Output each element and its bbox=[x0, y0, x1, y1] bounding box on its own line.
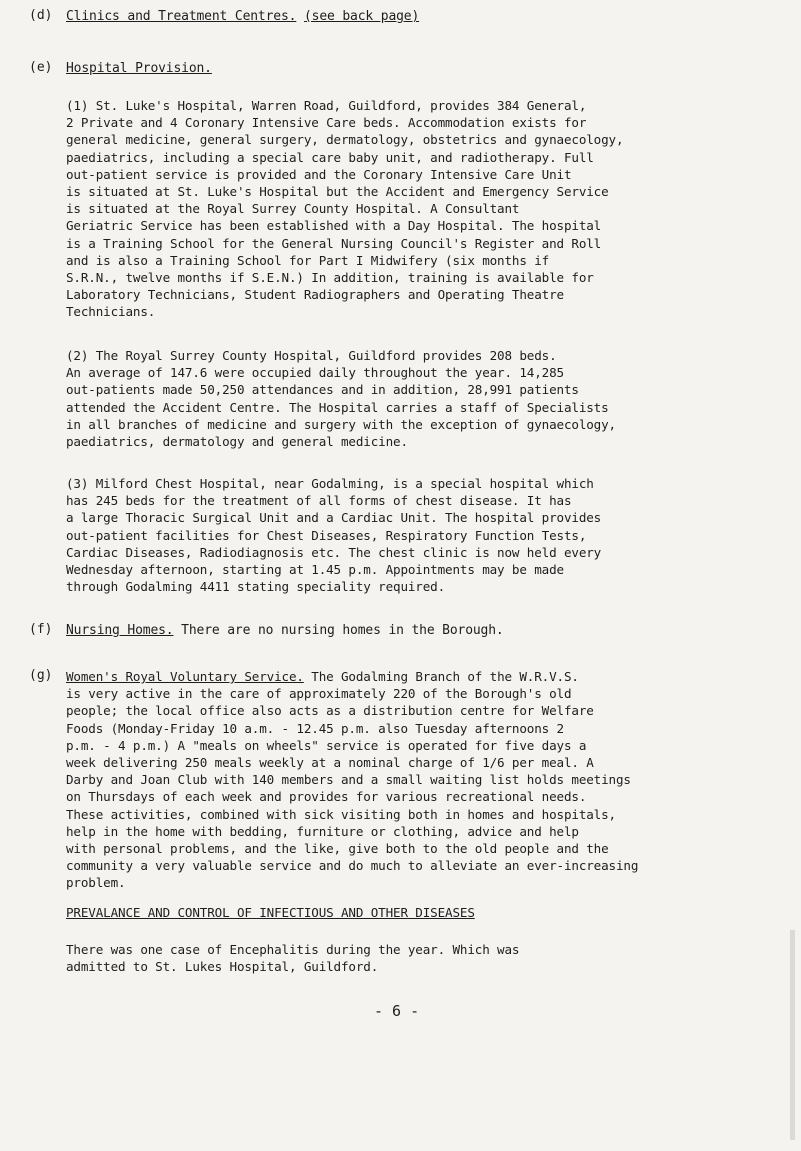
text-line: a large Thoracic Surgical Unit and a Cardiac Unit. The hospital provides bbox=[66, 510, 602, 526]
section-g-first-line bbox=[66, 668, 638, 685]
section-d-heading: Clinics and Treatment Centres. bbox=[66, 9, 297, 24]
text-line: general medicine, general surgery, dermatology, obstetrics and gynaecology, bbox=[66, 132, 624, 148]
text-line: is situated at the Royal Surrey County Hospital. A Consultant bbox=[66, 201, 520, 217]
section-f-text: There are no nursing homes in the Borough. bbox=[181, 623, 504, 638]
section-f-line bbox=[66, 622, 504, 639]
text-line: with personal problems, and the like, give both to the old people and the bbox=[66, 841, 609, 857]
text-line: is a Training School for the General Nursing Council's Register and Roll bbox=[66, 235, 602, 251]
text-line: There was one case of Encephalitis during the year. Which was bbox=[66, 942, 520, 957]
text-line: These activities, combined with sick visiting both in homes and hospitals, bbox=[66, 806, 616, 822]
section-d-note: (see back page) bbox=[304, 9, 420, 24]
text-line: through Godalming 4411 stating speciality required. bbox=[66, 579, 446, 595]
text-line: (1) St. Luke's Hospital, Warren Road, Guildford, provides 384 General, bbox=[66, 98, 587, 113]
text-line: Technicians. bbox=[66, 304, 156, 320]
text-line: out-patient service is provided and the Coronary Intensive Care Unit bbox=[66, 166, 572, 182]
section-e-heading bbox=[66, 60, 212, 77]
text-line: attended the Accident Centre. The Hospital carries a staff of Specialists bbox=[66, 399, 609, 415]
section-g-first-line-text: The Godalming Branch of the W.R.V.S. bbox=[311, 669, 579, 684]
section-g-label: (g) bbox=[29, 668, 53, 683]
text-line: p.m. - 4 p.m.) A "meals on wheels" service is operated for five days a bbox=[66, 737, 587, 753]
section-g-heading: Women's Royal Voluntary Service. bbox=[66, 669, 304, 684]
text-line: 2 Private and 4 Coronary Intensive Care beds. Accommodation exists for bbox=[66, 115, 587, 131]
text-line: Wednesday afternoon, starting at 1.45 p.m. Appointments may be made bbox=[66, 562, 564, 578]
prevalence-heading-line bbox=[66, 904, 475, 921]
section-e-label: (e) bbox=[29, 60, 53, 75]
scan-edge-shadow bbox=[790, 930, 795, 1140]
text-line: on Thursdays of each week and provides for various recreational needs. bbox=[66, 789, 587, 805]
text-line: is situated at St. Luke's Hospital but the Accident and Emergency Service bbox=[66, 184, 609, 200]
text-line: (3) Milford Chest Hospital, near Godalming, is a special hospital which bbox=[66, 476, 594, 491]
text-line: problem. bbox=[66, 875, 126, 891]
text-line: help in the home with bedding, furniture or clothing, advice and help bbox=[66, 823, 579, 839]
prevalence-heading: PREVALANCE AND CONTROL OF INFECTIOUS AND OTHER DISEASES bbox=[66, 905, 475, 920]
section-d-line bbox=[66, 8, 419, 25]
text-line: and is also a Training School for Part I Midwifery (six months if bbox=[66, 252, 550, 268]
text-line: admitted to St. Lukes Hospital, Guildford. bbox=[66, 959, 379, 975]
page-number: - 6 - bbox=[374, 1002, 420, 1020]
text-line: week delivering 250 meals weekly at a nominal charge of 1/6 per meal. A bbox=[66, 755, 594, 771]
text-line: in all branches of medicine and surgery with the exception of gynaecology, bbox=[66, 416, 616, 432]
section-e-paragraph-1 bbox=[66, 97, 623, 321]
prevalence-paragraph bbox=[66, 941, 519, 975]
section-g-paragraph bbox=[66, 668, 638, 892]
section-d-label: (d) bbox=[29, 8, 53, 23]
text-line: Geriatric Service has been established with a Day Hospital. The hospital bbox=[66, 218, 602, 234]
text-line: Foods (Monday-Friday 10 a.m. - 12.45 p.m. also Tuesday afternoons 2 bbox=[66, 720, 564, 736]
text-line: community a very valuable service and do much to alleviate an ever-increasing bbox=[66, 858, 639, 874]
section-e-paragraph-2 bbox=[66, 347, 616, 450]
text-line: Laboratory Technicians, Student Radiographers and Operating Theatre bbox=[66, 287, 564, 303]
text-line: S.R.N., twelve months if S.E.N.) In addition, training is available for bbox=[66, 270, 594, 286]
text-line: paediatrics, dermatology and general medicine. bbox=[66, 434, 408, 450]
text-line: Darby and Joan Club with 140 members and a small waiting list holds meetings bbox=[66, 772, 631, 788]
section-e-paragraph-3 bbox=[66, 475, 601, 595]
text-line: Cardiac Diseases, Radiodiagnosis etc. The chest clinic is now held every bbox=[66, 544, 602, 560]
text-line: is very active in the care of approximately 220 of the Borough's old bbox=[66, 686, 572, 702]
text-line: out-patients made 50,250 attendances and in addition, 28,991 patients bbox=[66, 382, 579, 398]
text-line: paediatrics, including a special care baby unit, and radiotherapy. Full bbox=[66, 149, 594, 165]
text-line: (2) The Royal Surrey County Hospital, Guildford provides 208 beds. bbox=[66, 348, 557, 363]
section-e-heading-text: Hospital Provision. bbox=[66, 61, 212, 76]
text-line: An average of 147.6 were occupied daily throughout the year. 14,285 bbox=[66, 365, 564, 381]
text-line: out-patient facilities for Chest Diseases, Respiratory Function Tests, bbox=[66, 527, 587, 543]
text-line: people; the local office also acts as a distribution centre for Welfare bbox=[66, 703, 594, 719]
text-line: has 245 beds for the treatment of all forms of chest disease. It has bbox=[66, 493, 572, 509]
section-f-label: (f) bbox=[29, 622, 53, 637]
section-f-heading: Nursing Homes. bbox=[66, 623, 174, 638]
